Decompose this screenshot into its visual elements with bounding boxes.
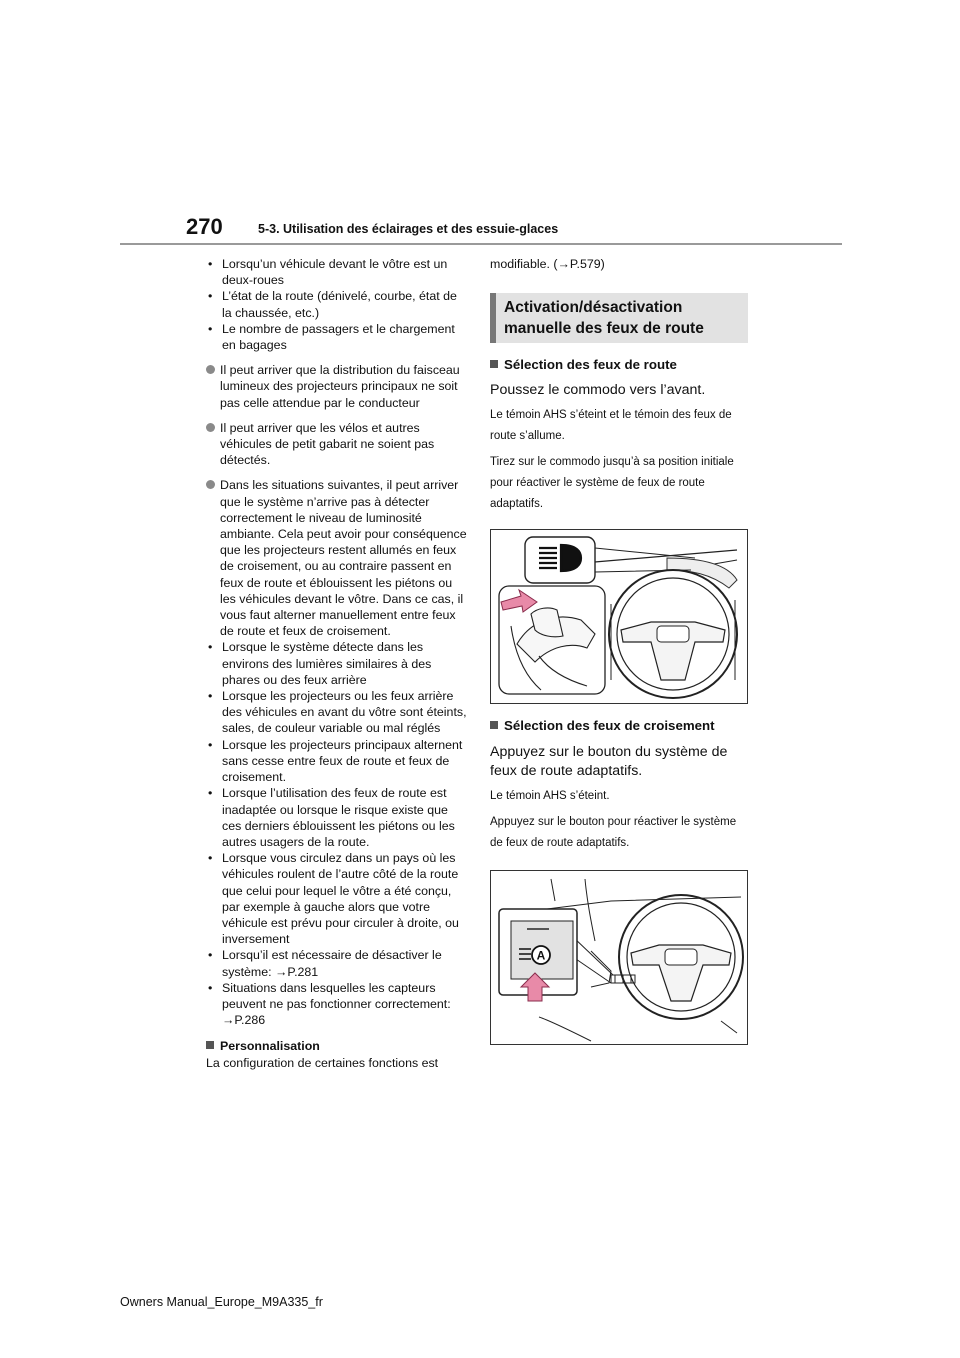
lever-illustration [490,529,748,704]
list-item: • Lorsque les projecteurs principaux alternent sans cesse entre feux de route et feux de croisement. [208,737,463,785]
continued-text: modifiable. (→P.579) [490,257,605,271]
square-bullet-icon [206,1041,214,1049]
high-beam-indicator-icon [539,545,581,571]
list-item: • Lorsque le système détecte dans les environs des lumières similaires à des phares ou des feux arrière [208,640,432,687]
note-item: Dans les situations suivantes, il peut arriver que le système n’arrive pas à détecter correctement le niveau de luminosité ambiante. Cela peut avoir pour conséquence que les projecteurs restent allumés en feux de croisement, ou au contraire passent en feux de route et éblouissent les piétons ou les véhicules devant le vôtre. Dans ce cas, il vous faut alterner manuellement entre feux de route et feux de croisement. [206,477,468,639]
bullet-dot-icon [206,480,215,489]
left-column [206,256,468,1071]
banner-title: Activation/désactivation manuelle des feux de route [504,299,704,338]
customization-text: La configuration de certaines fonctions est [206,1055,439,1070]
customization-heading: Personnalisation [206,1038,468,1054]
high-beam-lead: Poussez le commodo vers l’avant. [490,382,706,399]
page-number: 270 [186,214,223,239]
section-title: 5-3. Utilisation des éclairages et des essuie-glaces [258,222,559,236]
list-item: • Le nombre de passagers et le chargement en bagages [208,321,455,353]
low-beam-text: Le témoin AHS s’éteint. [490,789,610,802]
high-beam-heading: Sélection des feux de route [490,357,752,373]
list-item: • Situations dans lesquelles les capteurs peuvent ne pas fonctionner correctement: →P.286 [208,980,451,1028]
list-item: • Lorsqu’il est nécessaire de désactiver le système: →P.281 [208,948,442,979]
list-item: • Lorsque les projecteurs ou les feux arrière des véhicules en avant du vôtre sont éteints, sales, de couleur variable ou mal réglés [208,689,467,736]
list-item: • L’état de la route (dénivelé, courbe, état de la chaussée, etc.) [208,289,457,320]
list-item: • Lorsque l’utilisation des feux de route est inadaptée ou lorsque le risque existe que ces derniers éblouissent les piétons ou les autres usagers de la route. [208,786,455,849]
low-beam-text-2: Appuyez sur le bouton pour réactiver le système de feux de route adaptatifs. [490,815,737,849]
right-column [490,256,752,1045]
bullet-dot-icon [206,423,215,432]
high-beam-text-2: Tirez sur le commodo jusqu’à sa position initiale pour réactiver le système de feux de route adaptatifs. [490,456,734,511]
header-divider [120,243,842,245]
bullet-dot-icon [206,365,215,374]
square-bullet-icon [490,360,498,368]
ahs-button-illustration [490,870,748,1045]
footer-doc-id: Owners Manual_Europe_M9A335_fr [120,1295,323,1309]
high-beam-text: Le témoin AHS s’éteint et le témoin des feux de route s’allume. [490,409,732,443]
note-item: Il peut arriver que la distribution du faisceau lumineux des projecteurs principaux ne soit pas celle attendue par le conducteur [206,362,468,411]
banner-accent [490,293,496,343]
list-item: • Lorsque vous circulez dans un pays où les véhicules roulent de l’autre côté de la route que celui pour lequel le vôtre a été conçu, par exemple à gauche alors que votre véhicule est prévu pour circuler à droite, ou inversement [208,851,459,947]
note-item: Il peut arriver que les vélos et autres véhicules de petit gabarit ne soient pas détectés. [206,420,468,469]
low-beam-heading: Sélection des feux de croisement [490,718,752,734]
low-beam-lead: Appuyez sur le bouton du système de feux de route adaptatifs. [490,743,728,779]
section-banner [490,293,748,343]
square-bullet-icon [490,721,498,729]
list-item: • Lorsqu’un véhicule devant le vôtre est un deux-roues [208,257,448,288]
svg-text:A: A [536,948,546,963]
